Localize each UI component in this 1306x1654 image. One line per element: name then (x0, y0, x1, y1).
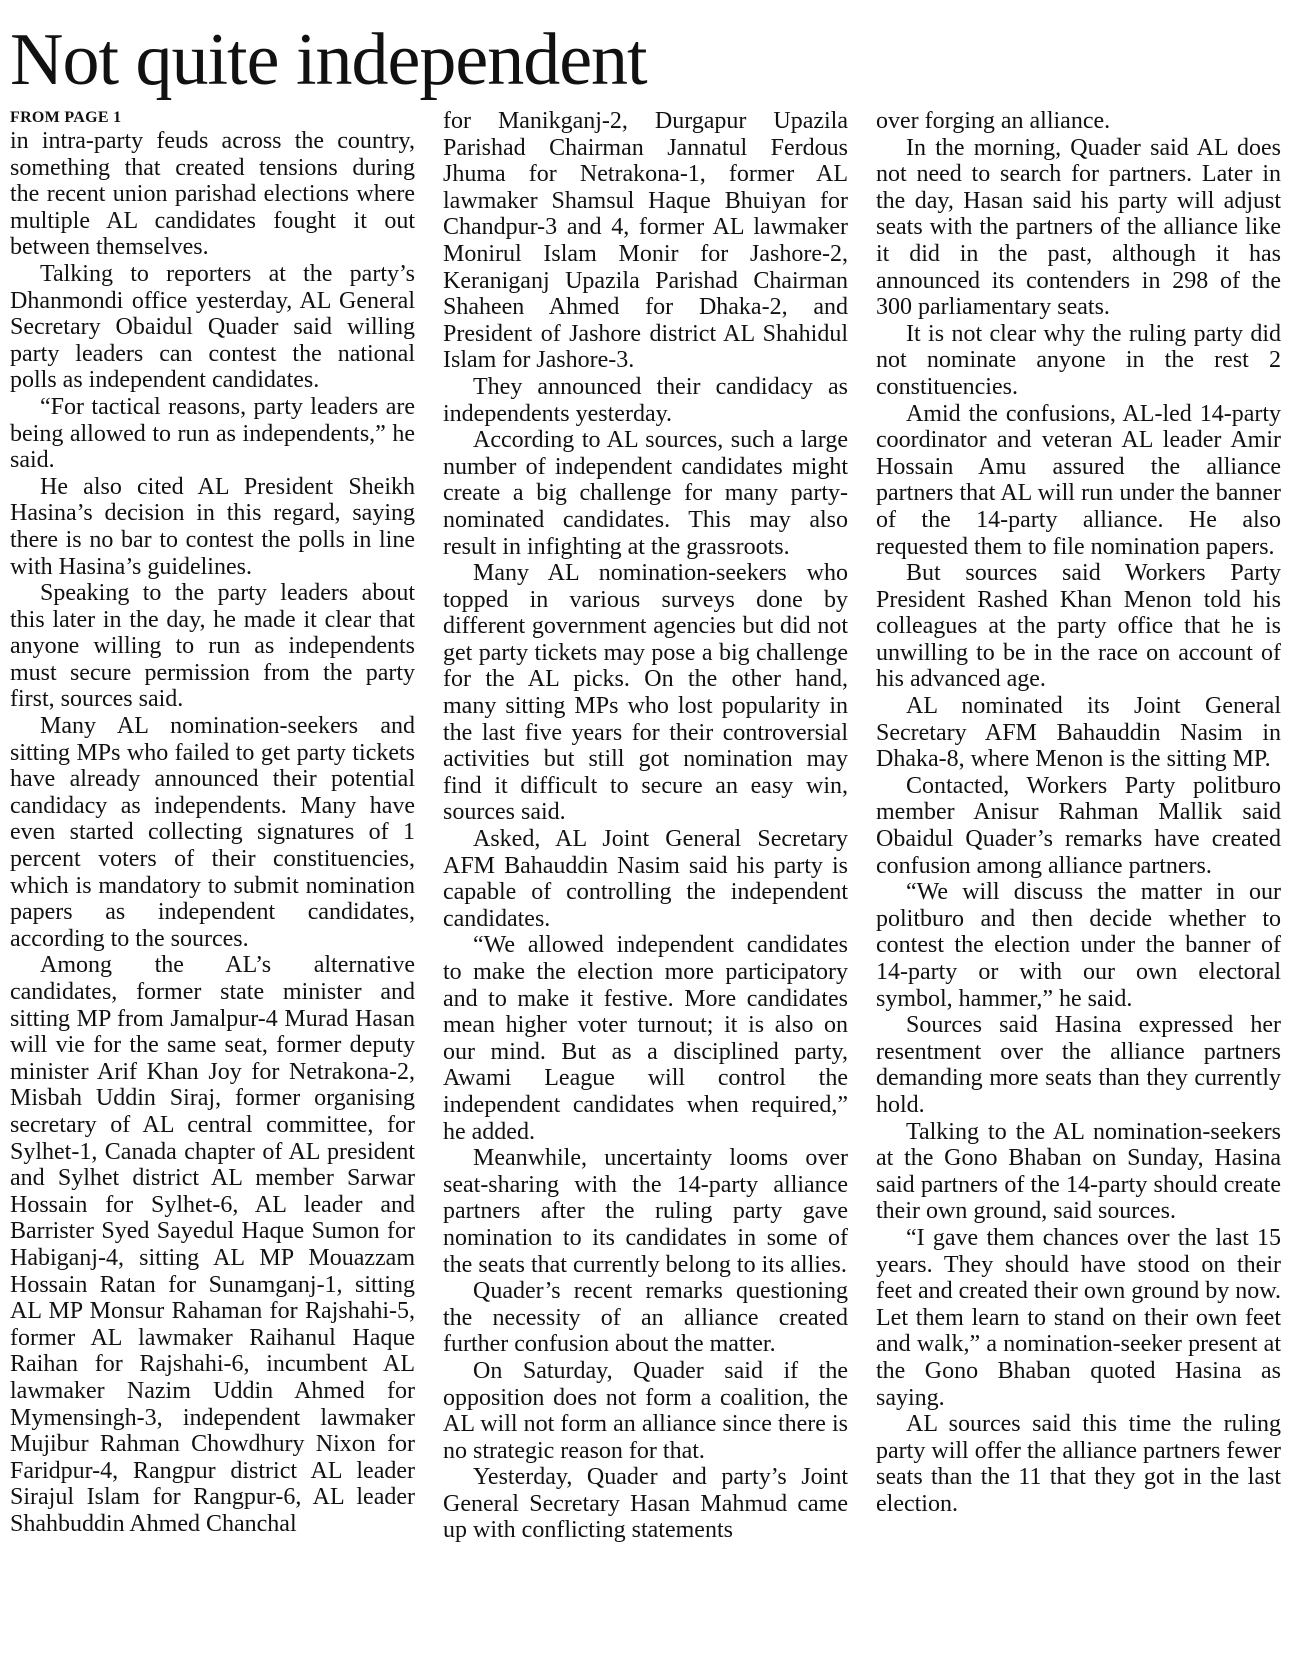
paragraph: Meanwhile, uncertainty looms over seat-sharing with the 14-party alliance partners after the ruling party gave nomination to its candidates in some of the seats that currently belong to its allies. (443, 1145, 848, 1278)
paragraph: AL sources said this time the ruling party will offer the alliance partners fewer seats than the 11 that they got in the last election. (876, 1411, 1281, 1517)
paragraph: for Manikganj-2, Durgapur Upazila Parishad Chairman Jannatul Ferdous Jhuma for Netrakona-1, former AL lawmaker Shamsul Haque Bhuiyan for Chandpur-3 and 4, former AL lawmaker Monirul Islam Monir for Jashore-2, Keraniganj Upazila Parishad Chairman Shaheen Ahmed for Dhaka-2, and President of Jashore district AL Shahidul Islam for Jashore-3. (443, 108, 848, 374)
paragraph: Quader’s recent remarks questioning the necessity of an alliance created further confusion about the matter. (443, 1278, 848, 1358)
paragraph: over forging an alliance. (876, 108, 1111, 134)
paragraph: They announced their candidacy as independents yesterday. (443, 373, 848, 427)
paragraph: Among the AL’s alternative candidates, former state minister and sitting MP from Jamalpur-4 Murad Hasan will vie for the same seat, former deputy minister Arif Khan Joy for Netrakona-2, Misbah Uddin Siraj, former organising secretary of AL central committee, for Sylhet-1, Canada chapter of AL president and Sylhet district AL member Sarwar Hossain for Sylhet-6, AL leader and Barrister Syed Sayedul Haque Sumon for Habiganj-4, sitting AL MP Mouazzam Hossain Ratan for Sunamganj-1, sitting AL MP Monsur Rahaman for Rajshahi-5, former AL lawmaker Raihanul Haque Raihan for Rajshahi-6, incumbent AL lawmaker Nazim Uddin Ahmed for Mymensingh-3, independent lawmaker Mujibur Rahman Chowdhury Nixon for Faridpur-4, Rangpur district AL leader Sirajul Islam for Rangpur-6, AL leader Shahbuddin Ahmed Chanchal (10, 952, 415, 1537)
paragraph: But sources said Workers Party President Rashed Khan Menon told his colleagues at the party office that he is unwilling to be in the race on account of his advanced age. (876, 560, 1281, 693)
paragraph: Sources said Hasina expressed her resentment over the alliance partners demanding more seats than they currently hold. (876, 1012, 1281, 1118)
paragraph: Asked, AL Joint General Secretary AFM Bahauddin Nasim said his party is capable of controlling the independent candidates. (443, 826, 848, 932)
paragraph: He also cited AL President Sheikh Hasina’s decision in this regard, saying there is no bar to contest the polls in line with Hasina’s guidelines. (10, 473, 415, 580)
headline: Not quite independent (10, 19, 647, 101)
paragraph: Yesterday, Quader and party’s Joint General Secretary Hasan Mahmud came up with conflicting statements (443, 1464, 848, 1544)
paragraph: Amid the confusions, AL-led 14-party coordinator and veteran AL leader Amir Hossain Amu assured the alliance partners that AL will run under the banner of the 14-party alliance. He also requested them to file nomination papers. (876, 400, 1281, 560)
paragraph: AL nominated its Joint General Secretary AFM Bahauddin Nasim in Dhaka-8, where Menon is the sitting MP. (876, 693, 1281, 773)
paragraph: Contacted, Workers Party politburo member Anisur Rahman Mallik said Obaidul Quader’s remarks have created confusion among alliance partners. (876, 772, 1281, 879)
paragraph: It is not clear why the ruling party did not nominate anyone in the rest 2 constituencies. (876, 320, 1281, 400)
paragraph: “We allowed independent candidates to make the election more participatory and to make it festive. More candidates mean higher voter turnout; it is also on our mind. But as a disciplined party, Awami League will control the independent candidates when required,” he added. (443, 932, 848, 1145)
continued-from-label: FROM PAGE 1 (10, 109, 122, 126)
paragraph: “We will discuss the matter in our politburo and then decide whether to contest the election under the banner of 14-party or with our own electoral symbol, hammer,” he said. (876, 879, 1281, 1012)
paragraph: Many AL nomination-seekers who topped in various surveys done by different government agencies but did not get party tickets may pose a big challenge for the AL picks. On the other hand, many sitting MPs who lost popularity in the last five years for their controversial activities but still got nomination may find it difficult to secure an easy win, sources said. (443, 560, 848, 826)
paragraph: Many AL nomination-seekers and sitting MPs who failed to get party tickets have already announced their potential candidacy as independents. Many have even started collecting signatures of 1 percent voters of their constituencies, which is mandatory to submit nomination papers as independent candidates, according to the sources. (10, 713, 415, 952)
paragraph: Talking to the AL nomination-seekers at the Gono Bhaban on Sunday, Hasina said partners of the 14-party should create their own ground, said sources. (876, 1118, 1281, 1225)
article-column-1 (10, 108, 415, 1648)
article-column-3 (876, 108, 1281, 1648)
paragraph: Talking to reporters at the party’s Dhanmondi office yesterday, AL General Secretary Obaidul Quader said willing party leaders can contest the national polls as independent candidates. (10, 260, 415, 394)
paragraph: in intra-party feuds across the country, something that created tensions during the recent union parishad elections where multiple AL candidates fought it out between themselves. (10, 128, 415, 261)
paragraph: Speaking to the party leaders about this later in the day, he made it clear that anyone willing to run as independents must secure permission from the party first, sources said. (10, 580, 415, 713)
paragraph: “For tactical reasons, party leaders are being allowed to run as independents,” he said. (10, 393, 415, 474)
paragraph: According to AL sources, such a large number of independent candidates might create a big challenge for many party-nominated candidates. This may also result in infighting at the grassroots. (443, 427, 848, 560)
paragraph: On Saturday, Quader said if the opposition does not form a coalition, the AL will not form an alliance since there is no strategic reason for that. (443, 1357, 848, 1464)
article-column-2 (443, 108, 848, 1648)
paragraph: In the morning, Quader said AL does not need to search for partners. Later in the day, Hasan said his party will adjust seats with the partners of the alliance like it did in the past, although it has announced its contenders in 298 of the 300 parliamentary seats. (876, 134, 1281, 321)
paragraph: “I gave them chances over the last 15 years. They should have stood on their feet and created their own ground by now. Let them learn to stand on their own feet and walk,” a nomination-seeker present at the Gono Bhaban quoted Hasina as saying. (876, 1224, 1281, 1411)
